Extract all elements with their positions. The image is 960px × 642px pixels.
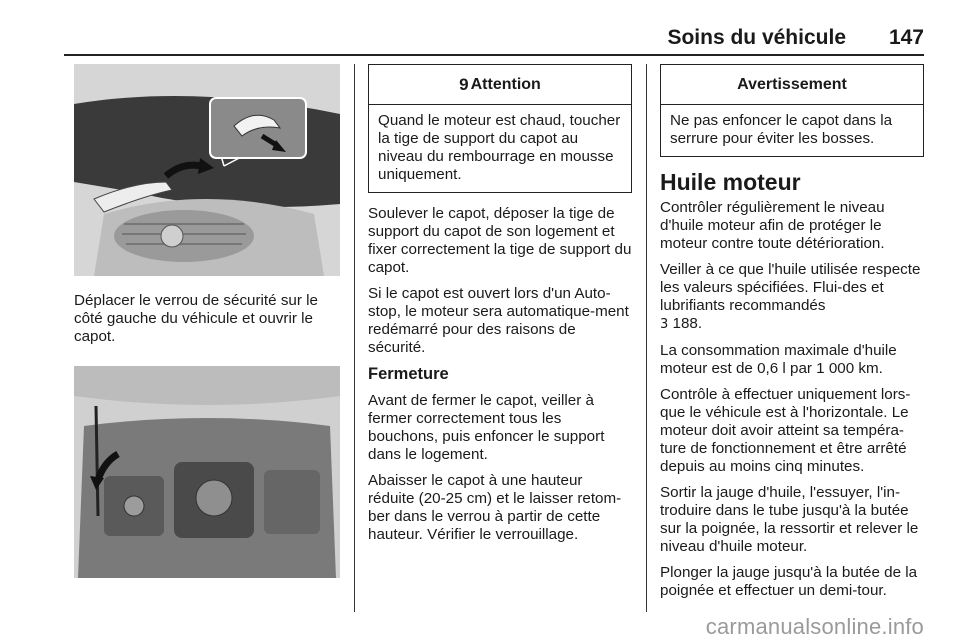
page-header bbox=[64, 22, 924, 56]
page-reference[interactable]: 188. bbox=[672, 315, 703, 332]
hood-latch-drawing bbox=[74, 64, 340, 276]
warning-header bbox=[661, 65, 923, 105]
attention-box bbox=[368, 64, 632, 193]
page-number: 147 bbox=[888, 26, 924, 49]
paragraph-dipstick-turn: Plonger la jauge jusqu'à la butée de la poignée et effectuer un demi-tour. bbox=[660, 564, 918, 599]
warning-box bbox=[660, 64, 924, 157]
page-reference-arrow-icon: 3 bbox=[660, 317, 669, 332]
section-title: Soins du véhicule bbox=[667, 26, 846, 49]
warning-title: Avertissement bbox=[737, 75, 847, 93]
middle-column bbox=[368, 64, 632, 552]
paragraph-check-conditions: Contrôle à effectuer uniquement lors-que le véhicule est à l'horizontale. Le moteur doit avoir atteint sa tempéra-ture de fonctionnement et être arrêté depuis au moins cinq minutes. bbox=[660, 386, 911, 475]
attention-title: Attention bbox=[470, 75, 541, 93]
engine-bay-drawing bbox=[74, 366, 340, 578]
paragraph-lift-hood: Soulever le capot, déposer la tige de support du capot de son logement et fixer correctement la tige de support du capot. bbox=[368, 205, 632, 276]
engine-oil-heading: Huile moteur bbox=[660, 169, 801, 195]
oil-spec-text: Veiller à ce que l'huile utilisée respecte les valeurs spécifiées. Flui-des et lubrifiants recommandés bbox=[660, 261, 921, 314]
attention-header bbox=[369, 65, 631, 105]
hood-latch-illustration bbox=[74, 64, 340, 276]
engine-bay-illustration bbox=[74, 366, 340, 578]
right-column bbox=[660, 64, 924, 608]
paragraph-autostop: Si le capot est ouvert lors d'un Auto-stop, le moteur sera automatique-ment redémarré pour des raisons de sécurité. bbox=[368, 285, 629, 356]
warning-triangle-icon: 9 bbox=[459, 74, 469, 94]
left-column bbox=[74, 64, 340, 578]
column-divider-2 bbox=[646, 64, 647, 612]
attention-body: Quand le moteur est chaud, toucher la tige de support du capot au niveau du rembourrage en mousse uniquement. bbox=[378, 112, 621, 183]
column-divider-1 bbox=[354, 64, 355, 612]
paragraph-dipstick-read: Sortir la jauge d'huile, l'essuyer, l'in-troduire dans le tube jusqu'à la butée sur la poignée, la ressortir et relever le niveau d'huile moteur. bbox=[660, 484, 919, 555]
paragraph-before-closing: Avant de fermer le capot, veiller à fermer correctement tous les bouchons, puis enfoncer le support dans le logement. bbox=[368, 392, 605, 463]
header-rule bbox=[64, 54, 924, 56]
latch-caption: Déplacer le verrou de sécurité sur le côté gauche du véhicule et ouvrir le capot. bbox=[74, 292, 318, 345]
warning-body: Ne pas enfoncer le capot dans la serrure pour éviter les bosses. bbox=[670, 112, 893, 147]
paragraph-check-oil: Contrôler régulièrement le niveau d'huile moteur afin de protéger le moteur contre toute détérioration. bbox=[660, 199, 885, 252]
paragraph-lower-hood: Abaisser le capot à une hauteur réduite (20-25 cm) et le laisser retom-ber dans le verrou à partir de cette hauteur. Vérifier le verrouillage. bbox=[368, 472, 622, 543]
paragraph-oil-consumption: La consommation maximale d'huile moteur est de 0,6 l par 1 000 km. bbox=[660, 342, 897, 377]
closing-heading: Fermeture bbox=[368, 365, 449, 383]
paragraph-oil-spec bbox=[660, 261, 924, 334]
watermark: carmanualsonline.info bbox=[705, 614, 924, 639]
